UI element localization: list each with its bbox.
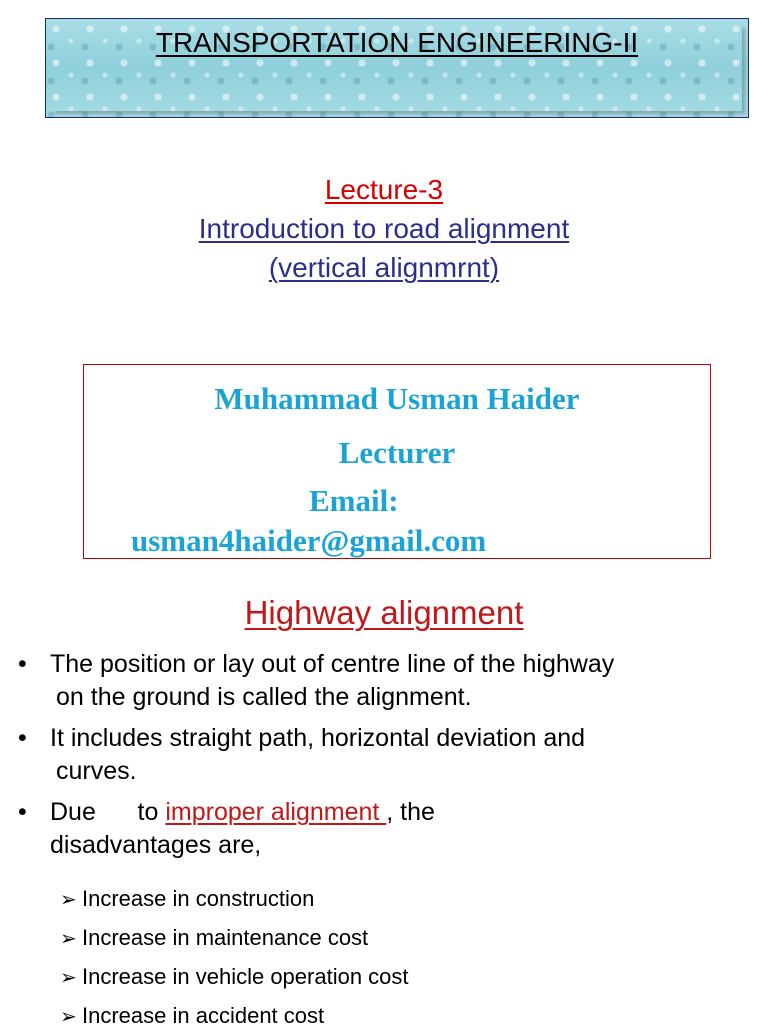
- title-banner: [45, 18, 749, 118]
- bullet-text-line1: [50, 796, 758, 829]
- arrow-bullet-icon: ➢: [60, 967, 77, 989]
- list-item: [60, 958, 409, 997]
- author-email: usman4haider@gmail.com: [131, 523, 487, 558]
- lecture-subtitle-line1: Introduction to road alignment: [198, 213, 570, 244]
- author-box: [83, 364, 711, 559]
- bullet-text-line1: It includes straight path, horizontal deviation and: [50, 724, 586, 752]
- arrow-bullet-icon: ➢: [60, 889, 77, 911]
- bullet-text-line2: curves.: [56, 757, 137, 785]
- bullet-text-line2: on the ground is called the alignment.: [56, 683, 472, 711]
- sub-bullet-text: Increase in construction: [82, 886, 315, 911]
- sub-bullet-text: Increase in vehicle operation cost: [82, 964, 409, 989]
- lecture-heading: [0, 170, 768, 287]
- bullet-text-line1: The position or lay out of centre line of the highway: [50, 650, 615, 678]
- author-email-label: Email:: [309, 483, 399, 518]
- list-item: [60, 919, 409, 958]
- bullet-text-line2: disadvantages are,: [50, 831, 262, 859]
- author-role: Lecturer: [338, 435, 456, 470]
- sub-bullet-text: Increase in accident cost: [82, 1003, 325, 1028]
- course-title: TRANSPORTATION ENGINEERING-II: [155, 27, 639, 58]
- list-item: [60, 997, 409, 1036]
- lecture-subtitle-line2: (vertical alignmrnt): [268, 252, 500, 283]
- bullet-icon: •: [18, 798, 27, 826]
- list-item: [18, 648, 758, 714]
- section-heading: Highway alignment: [244, 594, 524, 631]
- bullet-text-post: , the: [386, 798, 435, 826]
- list-item: [60, 880, 409, 919]
- bullet-text-pre: Due to: [50, 798, 166, 826]
- arrow-bullet-icon: ➢: [60, 928, 77, 950]
- bullet-icon: •: [18, 724, 27, 752]
- sub-bullet-list: [60, 880, 409, 1036]
- lecture-number: Lecture-3: [324, 174, 444, 205]
- bullet-list: [18, 648, 758, 870]
- sub-bullet-text: Increase in maintenance cost: [82, 925, 369, 950]
- author-name: Muhammad Usman Haider: [214, 381, 580, 416]
- list-item: [18, 722, 758, 788]
- bullet-icon: •: [18, 650, 27, 678]
- arrow-bullet-icon: ➢: [60, 1006, 77, 1028]
- list-item: [18, 796, 758, 862]
- improper-alignment-highlight: improper alignment: [165, 798, 387, 826]
